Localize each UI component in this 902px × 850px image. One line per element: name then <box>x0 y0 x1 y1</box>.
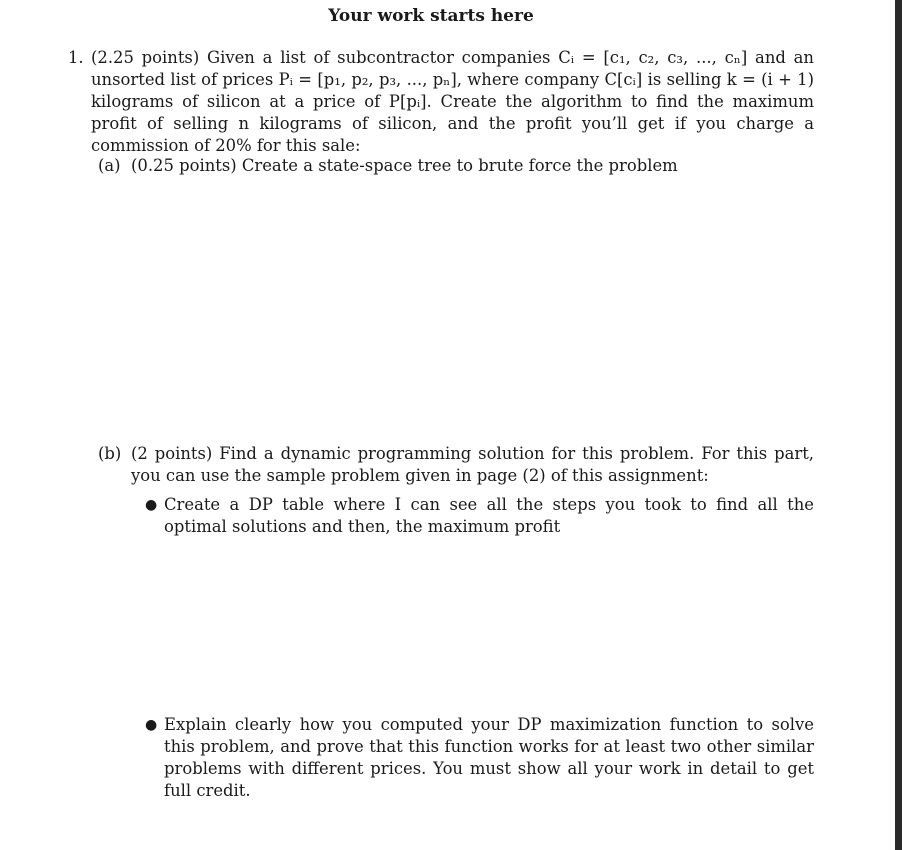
list-item <box>145 494 814 538</box>
part-b-text: (2 points) Find a dynamic programming solution for this problem. For this part, you can use the sample problem given in page (2) of this assignment: <box>131 444 814 485</box>
bullet-icon: ● <box>145 497 158 513</box>
bullet-text: Create a DP table where I can see all the steps you took to find all the optimal solutions and then, the maximum profit <box>164 495 814 536</box>
part-b-label: (b) <box>98 444 122 463</box>
part-a-label: (a) <box>98 156 121 175</box>
bullet-text: Explain clearly how you computed your DP maximization function to solve this problem, and prove that this function works for at least two other similar problems with different prices. You must show all your work in detail to get full credit. <box>164 715 814 800</box>
question-text: (2.25 points) Given a list of subcontractor companies Cᵢ = [c₁, c₂, c₃, ..., cₙ] and an unsorted list of prices Pᵢ = [p₁, p₂, p₃, ..., pₙ], where company C[cᵢ] is selling k = (i + 1) kilograms of silicon at a price of P[pᵢ]. Create the algorithm to find the maximum profit of selling n kilograms of silicon, and the profit you’ll get if you charge a commission of 20% for this sale: <box>91 48 814 155</box>
part-a <box>98 155 814 177</box>
question-number: 1. <box>68 48 84 67</box>
bullet-icon: ● <box>145 717 158 733</box>
question-1 <box>68 47 814 157</box>
part-a-text: (0.25 points) Create a state-space tree to brute force the problem <box>131 156 678 175</box>
part-b <box>98 443 814 487</box>
page-title: Your work starts here <box>328 6 534 26</box>
list-item <box>145 714 814 802</box>
page-edge-bar <box>895 0 902 850</box>
